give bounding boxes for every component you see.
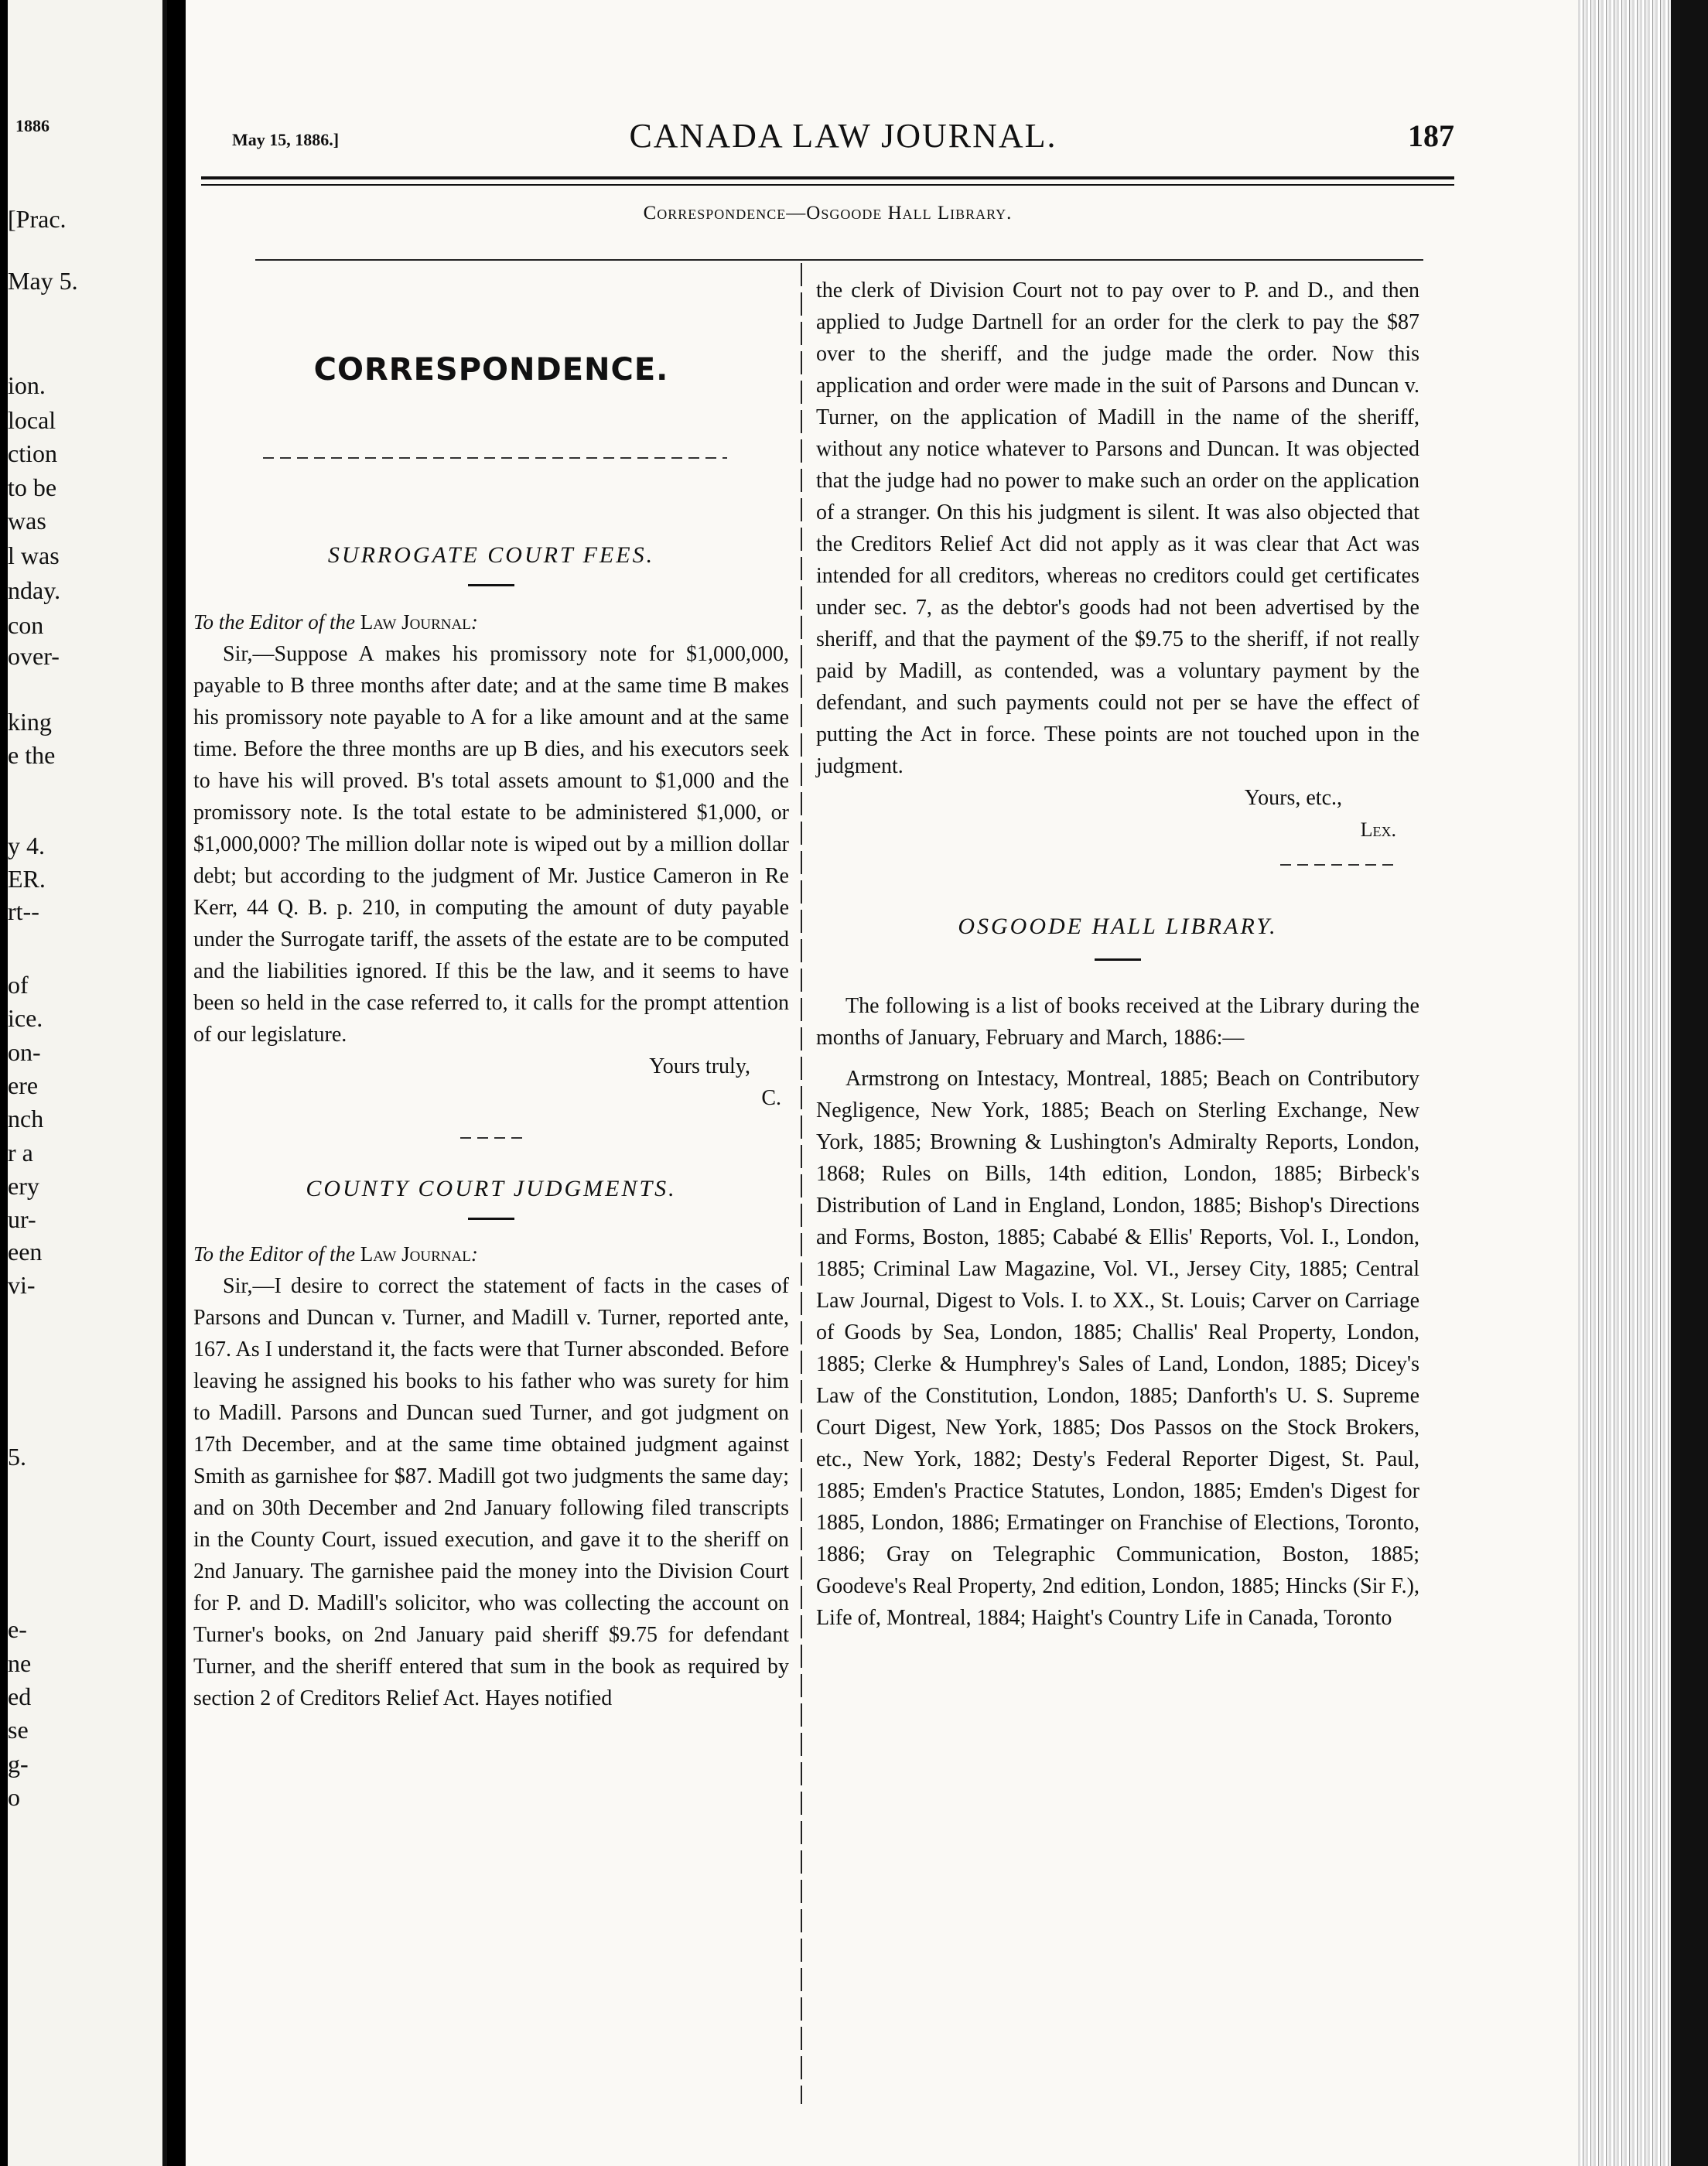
header-rule-thin xyxy=(201,184,1454,186)
prev-page-fragment: e- xyxy=(8,1615,27,1643)
header-rule-thick xyxy=(201,176,1454,179)
prev-page-fragment: se xyxy=(8,1716,29,1744)
prev-page-fragment: of xyxy=(8,971,29,999)
previous-page-edge xyxy=(8,0,167,2166)
prev-page-fragment: ere xyxy=(8,1071,39,1099)
next-pages-edge xyxy=(1578,0,1708,2166)
surrogate-address xyxy=(193,606,789,638)
prev-page-fragment: nch xyxy=(8,1105,44,1133)
prev-page-fragment: g- xyxy=(8,1750,29,1778)
prev-page-fragment: e the xyxy=(8,741,56,769)
surrogate-address-prefix: To the Editor of the xyxy=(193,610,356,634)
prev-page-fragment: nday. xyxy=(8,576,61,604)
prev-page-fragment: was xyxy=(8,507,46,535)
prev-page-fragment: r a xyxy=(8,1139,33,1167)
column-divider xyxy=(801,263,802,2104)
prev-page-fragment: local xyxy=(8,406,56,434)
surrogate-closing: Yours truly, xyxy=(649,1054,750,1078)
prev-page-fragment: May 5. xyxy=(8,267,78,295)
prev-page-fragment: ction xyxy=(8,439,57,467)
prev-page-fragment: 5. xyxy=(8,1443,26,1471)
prev-page-fragment: ery xyxy=(8,1172,39,1200)
surrogate-signature: C. xyxy=(761,1086,781,1110)
prev-page-fragment: ice. xyxy=(8,1004,43,1032)
prev-page-fragment: on- xyxy=(8,1038,41,1066)
county-address-journal: Law Journal xyxy=(360,1242,471,1266)
county-address xyxy=(193,1238,789,1270)
right-column xyxy=(816,275,1419,1634)
library-title: OSGOODE HALL LIBRARY. xyxy=(958,914,1278,939)
county-signature: Lex. xyxy=(1360,818,1396,841)
county-letter-continued: the clerk of Division Court not to pay over to P. and D., and then applied to Judge Dartnell for an order for the clerk to pay the $87 over to the sheriff, and the judge made the order. Now this application and order were made in the suit of Parsons and Duncan v. Turner, on the application of Madill in the name of the sheriff, without any notice whatever to Parsons and Duncan. It was objected that the judge had no power to make such an order on the application of a stranger. On this his judgment is silent. It was also objected that the Creditors Relief Act did not apply as it was clear that Act was intended for all creditors, whereas no creditors could get certificates under sec. 7, as the debtor's goods had not been advertised by the sheriff, and that the payment of the $9.75 to the sheriff, if not really paid by Madill, as contended, was a voluntary payment by the defendant, and such payments could not per se have the effect of putting the Act in force. These points are not touched upon in the judgment. xyxy=(816,278,1419,778)
county-address-suffix: : xyxy=(470,1242,478,1266)
prev-page-fragment: l was xyxy=(8,542,60,569)
prev-page-fragment: rt-- xyxy=(8,897,39,925)
prev-page-fragment: o xyxy=(8,1783,20,1811)
county-address-prefix: To the Editor of the xyxy=(193,1242,356,1266)
prev-page-fragment: con xyxy=(8,611,44,639)
surrogate-letter-body: Sir,—Suppose A makes his promissory note for $1,000,000, payable to B three months after date; and at the same time B makes his promissory note payable to A for a like amount and at the same time. Before the three months are up B dies, and his executors seek to have his will proved. B's total assets amount to $1,000 and the promissory note. Is the total estate to be administered $1,000, or $1,000,000? The million dollar note is wiped out by a million dollar debt; but according to the judgment of Mr. Justice Cameron in Re Kerr, 44 Q. B. p. 210, in computing the amount of duty payable under the Surrogate tariff, the assets of the estate are to be computed and the liabilities ignored. If this be the law, and it seems to have been so held in the case referred to, it calls for the prompt attention of our legislature. xyxy=(193,642,789,1047)
county-title: COUNTY COURT JUDGMENTS. xyxy=(306,1176,677,1201)
subhead-rule xyxy=(255,259,1423,261)
journal-page xyxy=(186,0,1578,2166)
library-book-list: Armstrong on Intestacy, Montreal, 1885; Beach on Contributory Negligence, New York, 1885; Beach on Sterling Exchange, New York, 1885; Browning & Lushington's Admiralty Reports, London, 1868; Rules on Bills, 14th edition, London, 1885; Birbeck's Distribution of Land in England, London, 1885; Bishop's Directions and Forms, Boston, 1885; Cababé & Ellis' Reports, Vol. I., London, 1885; Criminal Law Magazine, Vol. VI., Jersey City, 1885; Central Law Journal, Digest to Vols. I. to XX., St. Louis; Carver on Carriage of Goods by Sea, London, 1885; Challis' Real Property, London, 1885; Clerke & Humphrey's Sales of Land, London, 1885; Dicey's Law of the Constitution, London, 1885; Danforth's U. S. Supreme Court Digest, New York, 1885; Dos Passos on the Stock Brokers, etc., New York, 1882; Desty's Federal Reporter Digest, St. Paul, 1885; Emden's Practice Statutes, London, 1885; Emden's Digest for 1885, London, 1886; Ermatinger on Franchise of Elections, Toronto, 1886; Gray on Telegraphic Communication, Boston, 1885; Goodeve's Real Property, 2nd edition, London, 1885; Hincks (Sir F.), Life of, Montreal, 1884; Haight's Country Life in Canada, Toronto xyxy=(816,1067,1419,1630)
library-intro: The following is a list of books received at the Library during the months of January, February and March, 1886:— xyxy=(816,994,1419,1050)
county-closing: Yours, etc., xyxy=(1244,786,1342,810)
running-head xyxy=(232,116,1454,162)
surrogate-address-suffix: : xyxy=(470,610,478,634)
prev-page-fragment: ion. xyxy=(8,371,46,399)
section-subhead: Correspondence—Osgoode Hall Library. xyxy=(643,203,1013,224)
page-number: 187 xyxy=(1408,118,1454,153)
prev-page-fragment: to be xyxy=(8,473,57,501)
prev-page-fragment: ne xyxy=(8,1649,32,1677)
surrogate-address-journal: Law Journal xyxy=(360,610,471,634)
prev-page-fragment: ur- xyxy=(8,1205,36,1233)
prev-page-fragment: king xyxy=(8,708,52,736)
surrogate-title: SURROGATE COURT FEES. xyxy=(327,542,655,568)
correspondence-banner: CORRESPONDENCE. xyxy=(313,352,669,388)
left-column xyxy=(193,275,789,1714)
journal-title: CANADA LAW JOURNAL. xyxy=(629,117,1057,155)
prev-page-fragment: over- xyxy=(8,642,60,670)
prev-page-fragment: ER. xyxy=(8,865,46,893)
prev-page-fragment: vi- xyxy=(8,1271,36,1299)
prev-page-fragment: een xyxy=(8,1238,43,1266)
prev-page-fragment: 1886 xyxy=(15,116,50,135)
prev-page-fragment: y 4. xyxy=(8,832,45,859)
county-letter-body: Sir,—I desire to correct the statement of facts in the cases of Parsons and Duncan v. Turner, and Madill v. Turner, reported ante, 167. As I understand it, the facts were that Turner absconded. Before leaving he assigned his books to his father who was surety for him to Madill. Parsons and Duncan sued Turner, and got judgment on 17th December, and at the same time obtained judgment against Smith as garnishee for $87. Madill got two judgments the same day; and on 30th December and 2nd January following filed transcripts in the County Court, issued execution, and gave it to the sheriff on 2nd January. The garnishee paid the money into the Division Court for P. and D. Madill's solicitor, who was collecting the account on Turner's books, on 2nd January paid sheriff $9.75 for defendant Turner, and the sheriff entered that sum in the book as required by section 2 of Creditors Relief Act. Hayes notified xyxy=(193,1274,789,1710)
prev-page-fragment: ed xyxy=(8,1683,32,1710)
prev-page-fragment: [Prac. xyxy=(8,205,67,233)
issue-date: May 15, 1886.] xyxy=(232,130,340,149)
